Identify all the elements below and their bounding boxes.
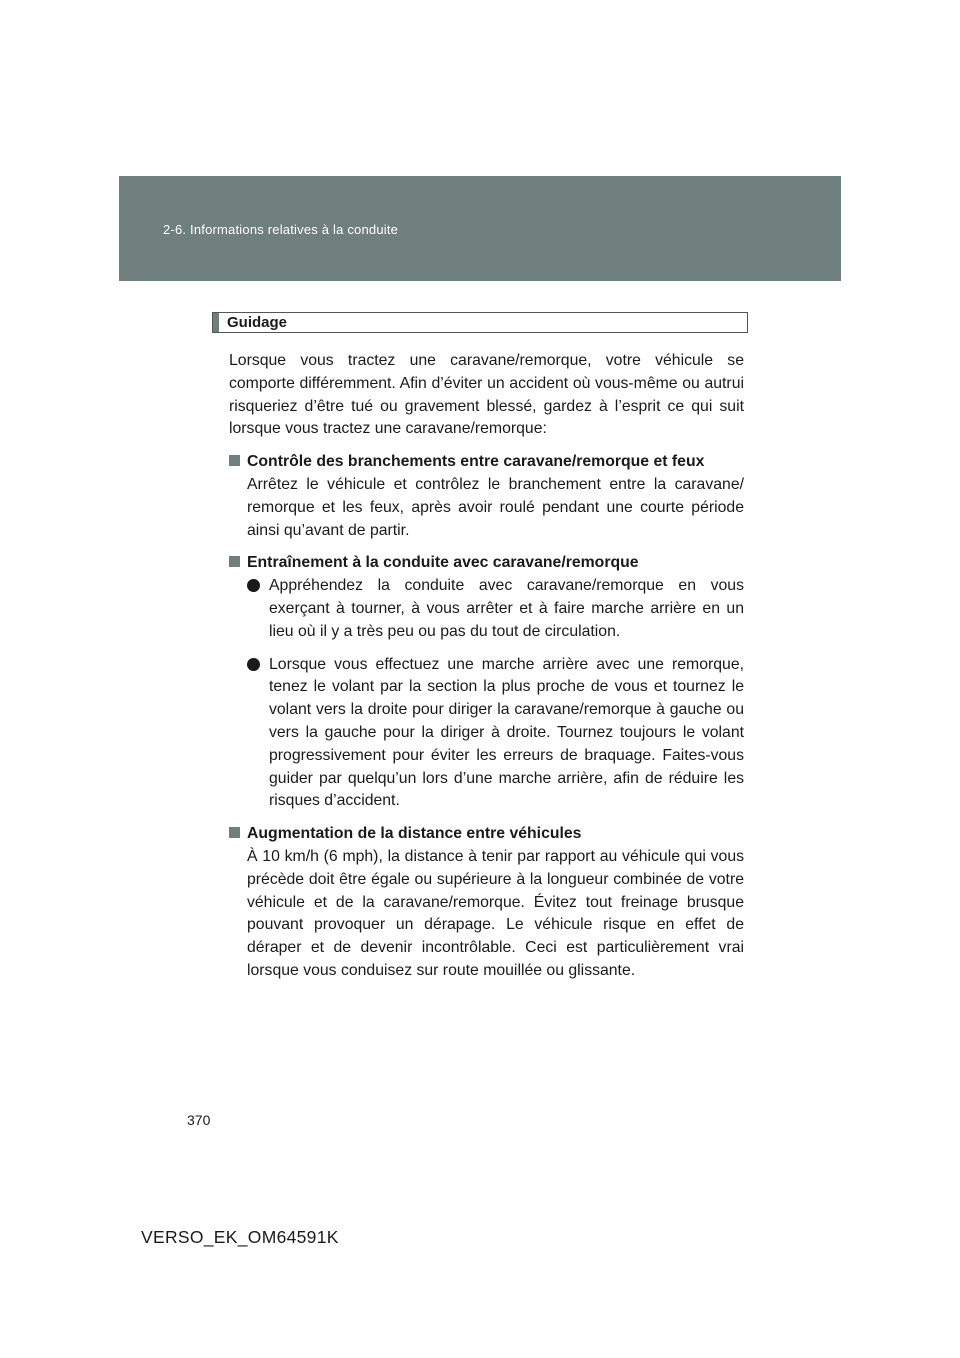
dot-icon	[247, 658, 260, 671]
page-number: 370	[187, 1112, 211, 1128]
subsection-body: Arrêtez le véhicule et contrôlez le branchement entre la caravane/ remorque et les feux, après avoir roulé pendant une courte période ainsi qu’avant de partir.	[247, 475, 744, 539]
main-content	[229, 350, 744, 993]
square-icon	[229, 827, 240, 838]
header-section-title: 2-6. Informations relatives à la conduite	[163, 222, 399, 237]
subsection-heading	[229, 823, 744, 846]
list-item	[247, 575, 744, 643]
subsection-body: À 10 km/h (6 mph), la distance à tenir par rapport au véhicule qui vous précède doit être égale ou supérieure à la longueur combinée de votre véhicule et de la caravane/remorque. Évitez tout freinage brusque pouvant provoquer un dérapage. Le véhicule risque en effet de déraper et de devenir incontrôlable. Ceci est particulièrement vrai lorsque vous conduisez sur route mouillée ou glissante.	[247, 847, 744, 979]
section-accent	[213, 313, 219, 332]
dot-icon	[247, 579, 260, 592]
subsection-connections	[229, 451, 744, 542]
square-icon	[229, 556, 240, 567]
subsection-heading	[229, 552, 744, 575]
subsection-heading	[229, 451, 744, 474]
subsection-title: Augmentation de la distance entre véhicules	[247, 825, 582, 843]
subsection-distance	[229, 823, 744, 983]
bullet-text: Lorsque vous effectuez une marche arrière avec une remorque, tenez le volant par la section la plus proche de vous et tournez le volant vers la droite pour diriger la caravane/remorque à gauche ou vers la gauche pour la diriger à droite. Tournez toujours le volant progressivement pour éviter les erreurs de braquage. Faites-vous guider par quelqu’un lors d’une marche arrière, afin de réduire les risques d’accident.	[269, 655, 744, 810]
section-title-bar	[212, 312, 748, 333]
list-item	[247, 654, 744, 814]
bullet-text: Appréhendez la conduite avec caravane/remorque en vous exerçant à tourner, à vous arrêter et à faire marche arrière en un lieu où il y a très peu ou pas du tout de circulation.	[269, 577, 744, 640]
subsection-training	[229, 552, 744, 813]
subsection-title: Entraînement à la conduite avec caravane/remorque	[247, 554, 639, 572]
subsection-title: Contrôle des branchements entre caravane/remorque et feux	[247, 453, 705, 471]
section-title: Guidage	[227, 314, 288, 331]
document-code: VERSO_EK_OM64591K	[141, 1227, 339, 1247]
header-band	[119, 176, 841, 281]
intro-paragraph: Lorsque vous tractez une caravane/remorque, votre véhicule se comporte différemment. Afin d’éviter un accident où vous-même ou autrui risqueriez d’être tué ou gravement blessé, gardez à l’esprit ce qui suit lorsque vous tractez une caravane/remorque:	[229, 352, 744, 438]
square-icon	[229, 455, 240, 466]
